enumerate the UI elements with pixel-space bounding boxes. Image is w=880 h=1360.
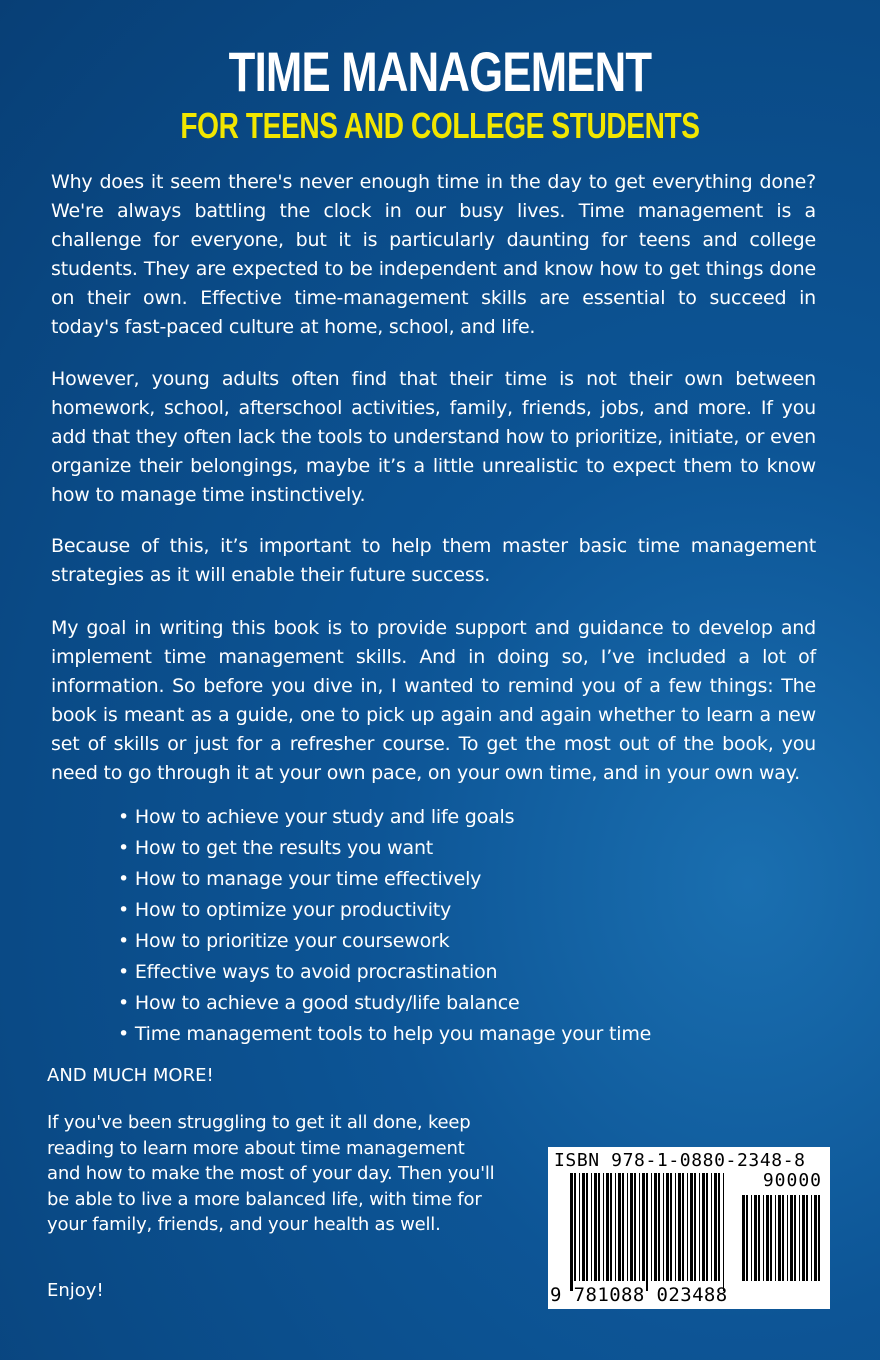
much-more-text: AND MUCH MORE! [47,1065,214,1086]
list-item: • Effective ways to avoid procrastination [118,957,738,988]
list-item: • How to optimize your productivity [118,895,738,926]
list-item: • How to manage your time effectively [118,864,738,895]
list-item: • How to get the results you want [118,833,738,864]
list-item: • How to achieve a good study/life balance [118,988,738,1019]
isbn-label: ISBN 978-1-0880-2348-8 [554,1150,806,1171]
enjoy-text: Enjoy! [47,1280,104,1301]
goal-paragraph: My goal in writing this book is to provide support and guidance to develop and implement time management skills. And in doing so, I’ve included a lot of information. So before you dive in, I wanted to remind you of a few things: The book is meant as a guide, one to pick up again and again whether to learn a new set of skills or just for a refresher course. To get the most out of the book, you need to go through it at your own pace, on your own time, and in your own way. [51,617,816,784]
isbn-barcode [548,1147,830,1309]
intro-paragraph: Why does it seem there's never enough time in the day to get everything done? We're always battling the clock in our busy lives. Time management is a challenge for everyone, but it is particularly daunting for teens and college students. They are expected to be independent and know how to get things done on their own. Effective time-management skills are essential to succeed in today's fast-paced culture at home, school, and life. [51,171,816,338]
price-code: 90000 [762,1170,822,1191]
list-item: • Time management tools to help you manage your time [118,1019,738,1050]
barcode-digits: 9 781088 023488 [550,1284,728,1306]
book-title: TIME MANAGEMENT [228,40,652,103]
because-paragraph: Because of this, it’s important to help them master basic time management strategies as it will enable their future success. [51,535,816,586]
closing-paragraph: If you've been struggling to get it all done, keep reading to learn more about time management and how to make the most of your day. Then you'll be able to live a more balanced life, with time for your family, friends, and your health as well. [47,1112,495,1235]
benefits-list [118,802,738,1050]
young-adults-paragraph: However, young adults often find that their time is not their own between homework, school, afterschool activities, family, friends, jobs, and more. If you add that they often lack the tools to understand how to prioritize, initiate, or even organize their belongings, maybe it’s a little unrealistic to expect them to know how to manage time instinctively. [51,368,816,506]
list-item: • How to prioritize your coursework [118,926,738,957]
list-item: • How to achieve your study and life goals [118,802,738,833]
book-subtitle: FOR TEENS AND COLLEGE STUDENTS [180,105,700,146]
